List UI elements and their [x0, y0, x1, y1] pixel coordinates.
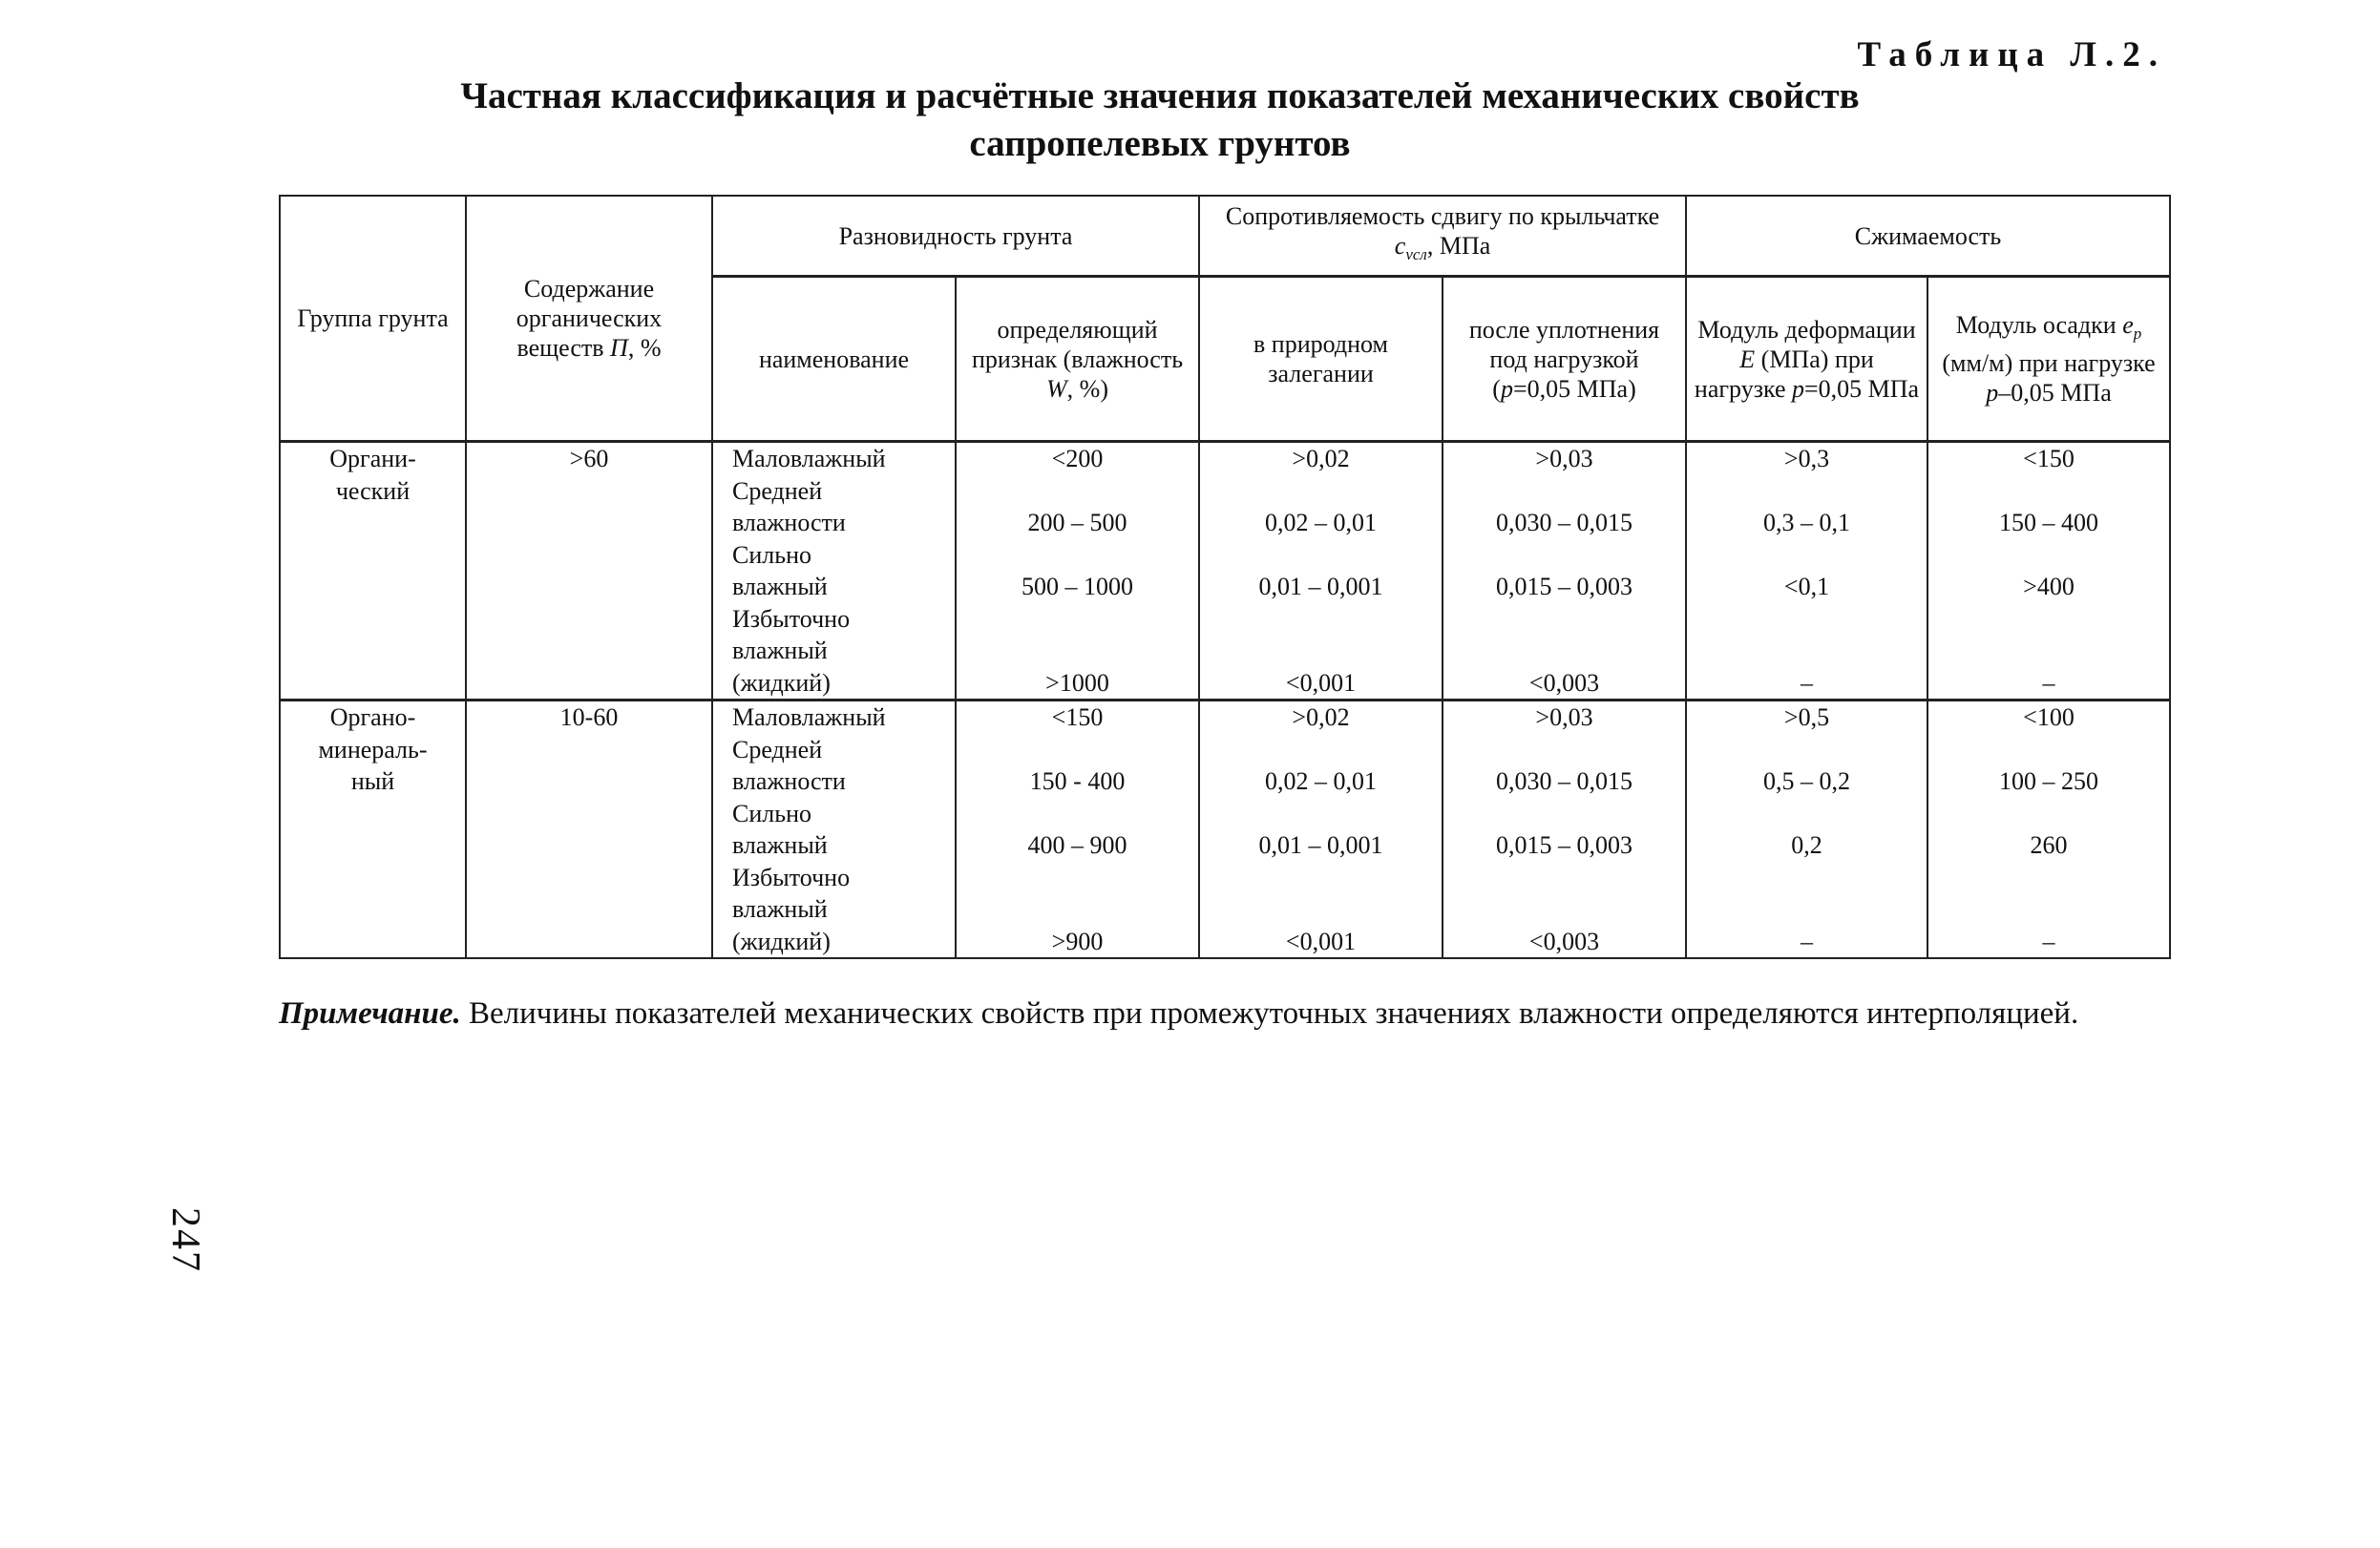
table-title-line-2: сапропелевых грунтов [969, 123, 1351, 164]
header-shear: Сопротивляемость сдвигу по крыльчатке $c_{vcл}$, МПа [1199, 196, 1686, 277]
table-number-label: Таблица Л.2. [1857, 35, 2166, 74]
moisture-cell: <200 200 – 500 500 – 1000 >1000 [956, 442, 1199, 701]
header-variety-sign: определяющий признак (влажность W, %) [956, 277, 1199, 442]
header-row-1 [280, 196, 2170, 277]
shear-natural-cell: >0,02 0,02 – 0,01 0,01 – 0,001 <0,001 [1199, 701, 1443, 959]
header-shear-compacted: после уплотнения под нагрузкой (p=0,05 МПа) [1443, 277, 1686, 442]
shear-compacted-cell: >0,03 0,030 – 0,015 0,015 – 0,003 <0,003 [1443, 701, 1686, 959]
variety-name-cell: Маловлажный Средней влажности Сильно влажный Избыточно влажный (жидкий) [712, 442, 956, 701]
group-cell: Органи- ческий [280, 442, 466, 701]
header-variety: Разновидность грунта [712, 196, 1199, 277]
table-title [277, 73, 2043, 168]
group-cell: Органо- минераль- ный [280, 701, 466, 959]
deformation-modulus-cell: >0,3 0,3 – 0,1 <0,1 – [1686, 442, 1927, 701]
variety-name-cell: Маловлажный Средней влажности Сильно влажный Избыточно влажный (жидкий) [712, 701, 956, 959]
header-compressibility: Сжимаемость [1686, 196, 2170, 277]
deformation-modulus-cell: >0,5 0,5 – 0,2 0,2 – [1686, 701, 1927, 959]
settlement-modulus-cell: <100 100 – 250 260 – [1927, 701, 2170, 959]
header-variety-name: наименование [712, 277, 956, 442]
table-title-line-1: Частная классификация и расчётные значения показателей механических свойств [460, 75, 1860, 116]
table-note [279, 991, 2169, 1036]
organic-content-cell: >60 [466, 442, 712, 701]
header-deformation-modulus: Модуль деформации E (МПа) при нагрузке p=0,05 МПа [1686, 277, 1927, 442]
table-row [280, 442, 2170, 701]
header-organic-content: Содержание органических веществ П, % [466, 196, 712, 442]
page-number: 247 [163, 1207, 207, 1273]
note-text: Величины показателей механических свойств при промежуточных значениях влажности определяются интерполяцией. [468, 996, 2079, 1031]
shear-compacted-cell: >0,03 0,030 – 0,015 0,015 – 0,003 <0,003 [1443, 442, 1686, 701]
organic-content-cell: 10-60 [466, 701, 712, 959]
note-label: Примечание. [279, 996, 461, 1031]
soil-properties-table [279, 195, 2171, 959]
settlement-modulus-cell: <150 150 – 400 >400 – [1927, 442, 2170, 701]
header-settlement-modulus: Модуль осадки $e_p$ (мм/м) при нагрузке p–0,05 МПа [1927, 277, 2170, 442]
header-shear-natural: в природном залегании [1199, 277, 1443, 442]
shear-natural-cell: >0,02 0,02 – 0,01 0,01 – 0,001 <0,001 [1199, 442, 1443, 701]
header-group: Группа грунта [280, 196, 466, 442]
table-row [280, 701, 2170, 959]
moisture-cell: <150 150 - 400 400 – 900 >900 [956, 701, 1199, 959]
